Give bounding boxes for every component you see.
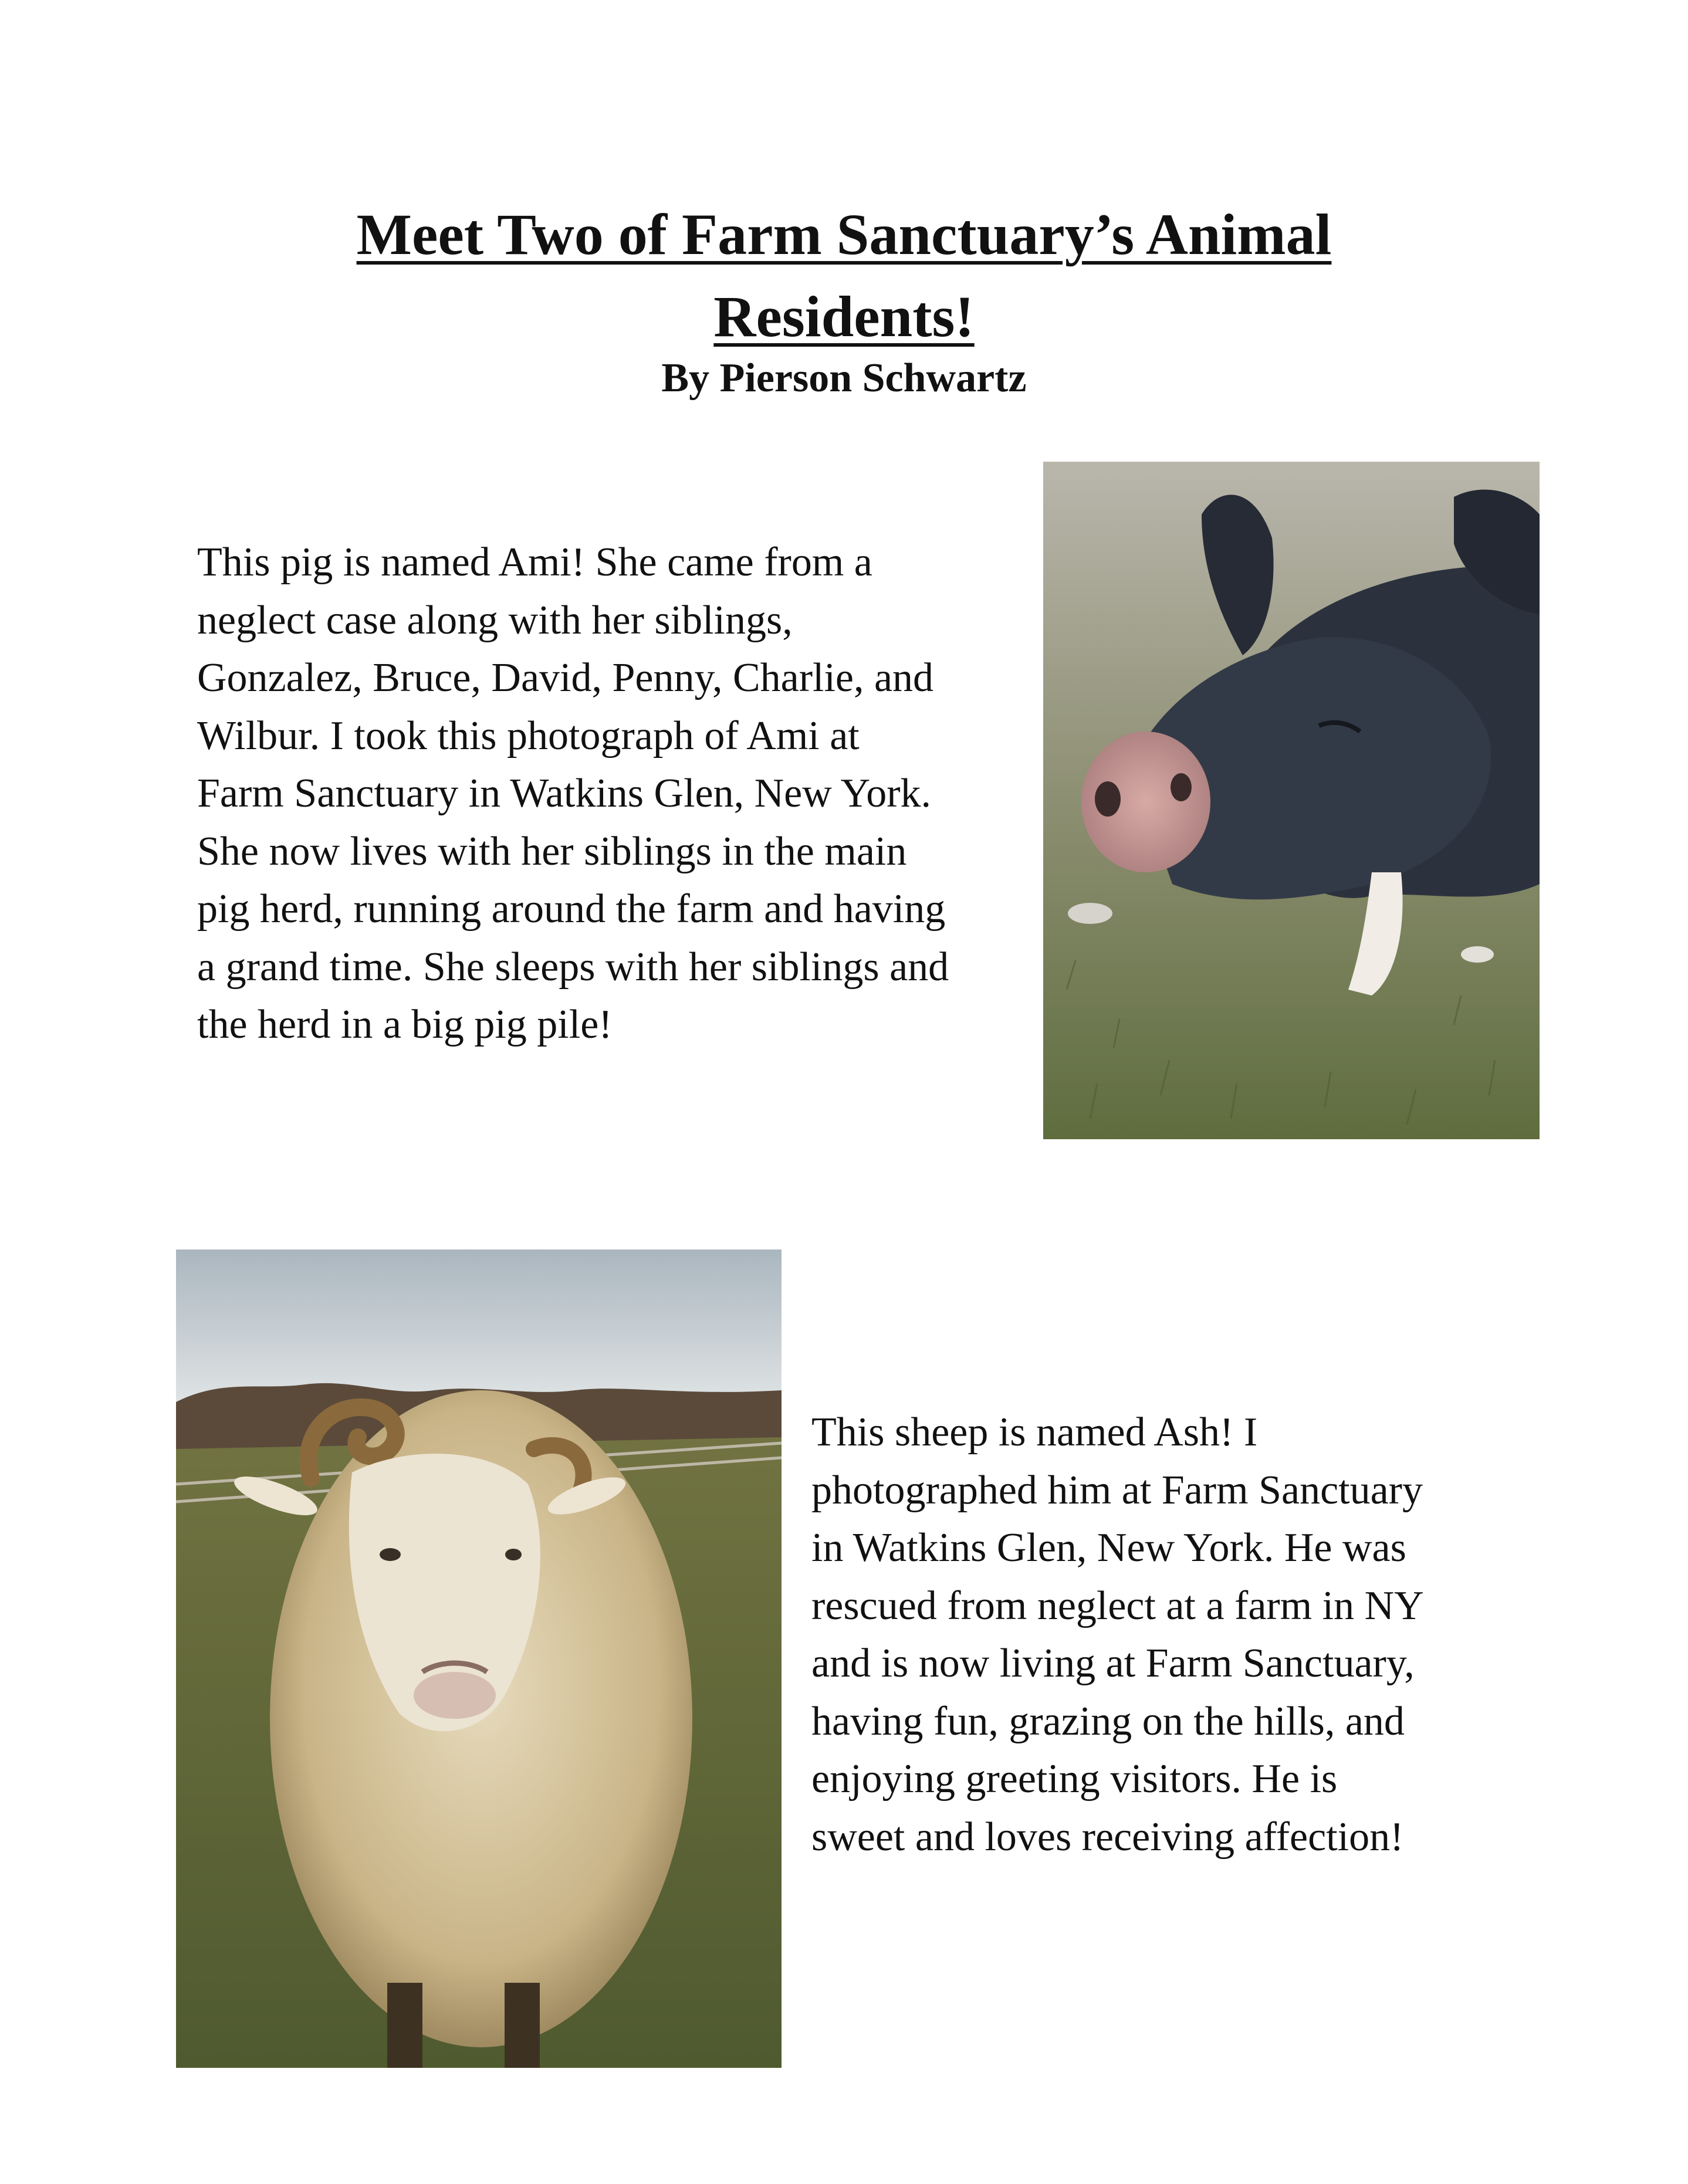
pig-text-line: Farm Sanctuary in Watkins Glen, New York. (197, 771, 932, 816)
sheep-photo (176, 1250, 782, 2068)
pig-photo (1043, 462, 1540, 1139)
sheep-text-line: sweet and loves receiving affection! (811, 1814, 1404, 1860)
sheep-text-line: rescued from neglect at a farm in NY (811, 1583, 1424, 1628)
sheep-text-line: having fun, grazing on the hills, and (811, 1698, 1405, 1744)
page-title (0, 194, 1688, 358)
sheep-text-line: enjoying greeting visitors. He is (811, 1756, 1338, 1802)
title-line-2: Residents! (713, 284, 975, 349)
sheep-text-line: and is now living at Farm Sanctuary, (811, 1641, 1415, 1686)
pig-text-line: Wilbur. I took this photograph of Ami at (197, 713, 860, 759)
pig-text-line: neglect case along with her siblings, (197, 597, 793, 643)
title-line-1: Meet Two of Farm Sanctuary’s Animal (356, 202, 1332, 267)
sheep-paragraph (811, 1404, 1424, 1866)
pig-text-line: the herd in a big pig pile! (197, 1002, 613, 1047)
pig-text-line: Gonzalez, Bruce, David, Penny, Charlie, and (197, 655, 934, 700)
sheep-text-line: This sheep is named Ash! I (811, 1410, 1258, 1455)
pig-paragraph (197, 534, 949, 1054)
pig-photo-illustration (1043, 462, 1540, 1139)
sheep-text-line: photographed him at Farm Sanctuary (811, 1467, 1423, 1513)
pig-text-line: This pig is named Ami! She came from a (197, 540, 872, 585)
pig-text-line: a grand time. She sleeps with her siblings and (197, 944, 949, 990)
sheep-text-line: in Watkins Glen, New York. He was (811, 1525, 1406, 1570)
sheep-photo-illustration (176, 1250, 782, 2068)
byline: By Pierson Schwartz (661, 355, 1027, 401)
pig-text-line: She now lives with her siblings in the main (197, 828, 907, 874)
pig-text-line: pig herd, running around the farm and having (197, 886, 946, 932)
